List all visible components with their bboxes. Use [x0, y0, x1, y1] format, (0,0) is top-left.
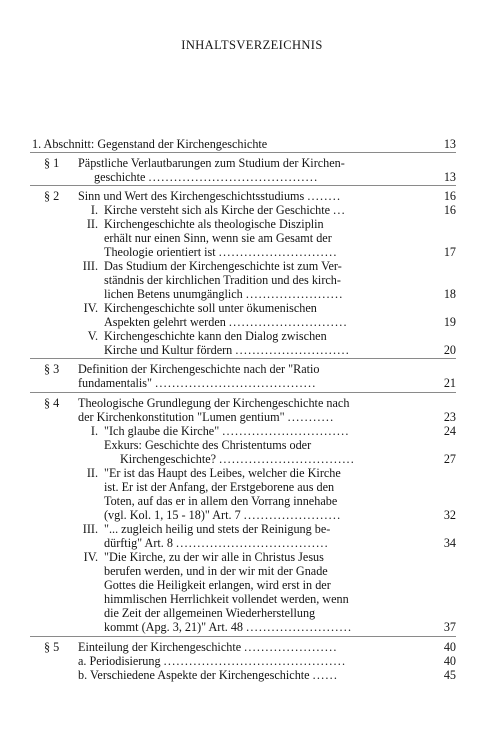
page-number: 24 [443, 424, 456, 438]
roman-numeral: IV. [83, 550, 98, 564]
toc-entry-excursus: Exkurs: Geschichte des Christentums oder [104, 438, 312, 452]
divider [30, 152, 456, 153]
dot-leader: ......................... [246, 620, 353, 634]
dot-leader: ...................... [244, 640, 338, 654]
toc-entry-subsection: Kirchengeschichte als theologische Disziplin [104, 217, 324, 231]
section-number: § 5 [44, 640, 60, 654]
toc-entry-continuation: kommt (Apg. 3, 21)" Art. 48 ......................... [104, 620, 353, 634]
toc-entry-continuation: erhält nur einen Sinn, wenn sie am Gesamt der [104, 231, 332, 245]
page-number: 18 [443, 287, 456, 301]
toc-entry-continuation: berufen werden, und in der wir mit der Gnade [104, 564, 328, 578]
divider [30, 392, 456, 393]
toc-entry-continuation: Kirchengeschichte? ................................ [120, 452, 356, 466]
dot-leader: ....................... [245, 287, 344, 301]
roman-numeral: I. [90, 424, 98, 438]
page-number: 17 [443, 245, 456, 259]
dot-leader: ................................ [219, 452, 356, 466]
divider [30, 636, 456, 637]
dot-leader: .............................. [222, 424, 350, 438]
dot-leader: ...................................... [155, 376, 317, 390]
page-number: 13 [443, 137, 456, 151]
toc-entry-subsection: "Die Kirche, zu der wir alle in Christus Jesus [104, 550, 324, 564]
toc-entry-section-1: Päpstliche Verlautbarungen zum Studium der Kirchen- [78, 156, 345, 170]
roman-numeral: III. [82, 522, 98, 536]
toc-entry-subsection: Kirche versteht sich als Kirche der Geschichte ... [104, 203, 346, 217]
toc-entry-continuation: geschichte ........................................ [94, 170, 319, 184]
page-number: 34 [443, 536, 456, 550]
roman-numeral: III. [82, 259, 98, 273]
page-number: 27 [443, 452, 456, 466]
section-number: § 4 [44, 396, 60, 410]
divider [30, 185, 456, 186]
toc-entry-section-3: Definition der Kirchengeschichte nach der "Ratio [78, 362, 320, 376]
toc-entry-continuation: Theologie orientiert ist ............................ [104, 245, 338, 259]
dot-leader: ...... [312, 668, 339, 682]
toc-entry-subsection: "Er ist das Haupt des Leibes, welcher die Kirche [104, 466, 341, 480]
dot-leader: ........... [287, 410, 335, 424]
toc-entry-continuation: (vgl. Kol. 1, 15 - 18)" Art. 7 ....................... [104, 508, 342, 522]
toc-entry-continuation: Aspekten gelehrt werden ............................ [104, 315, 348, 329]
section-number: § 1 [44, 156, 60, 170]
roman-numeral: V. [87, 329, 98, 343]
toc-entry-section-4: Theologische Grundlegung der Kirchengeschichte nach [78, 396, 350, 410]
dot-leader: ........................... [235, 343, 350, 357]
dot-leader: ........................................ [148, 170, 319, 184]
section-number: § 2 [44, 189, 60, 203]
section-number: § 3 [44, 362, 60, 376]
page-number: 16 [443, 189, 456, 203]
toc-entry-continuation: dürftig" Art. 8 .................................... [104, 536, 329, 550]
dot-leader: ....................... [243, 508, 342, 522]
toc-entry-continuation: Kirche und Kultur fördern ........................... [104, 343, 350, 357]
toc-entry-continuation: die Zeit der allgemeinen Wiederherstellung [104, 606, 316, 620]
toc-entry-subsection: "... zugleich heilig und stets der Reinigung be- [104, 522, 331, 536]
toc-entry-continuation: Toten, auf das er in allem den Vorrang innehabe [104, 494, 338, 508]
toc-entry-continuation: lichen Betens unumgänglich ....................... [104, 287, 344, 301]
toc-entry-subsection: a. Periodisierung ........................................... [78, 654, 347, 668]
page-number: 19 [443, 315, 456, 329]
dot-leader: ........ [307, 189, 342, 203]
toc-entry-continuation: Gottes die Heiligkeit erlangen, wird erst in der [104, 578, 331, 592]
page-number: 32 [443, 508, 456, 522]
roman-numeral: IV. [83, 301, 98, 315]
page-number: 40 [443, 654, 456, 668]
page-number: 13 [443, 170, 456, 184]
dot-leader: ... [333, 203, 346, 217]
toc-entry-subsection: Kirchengeschichte kann den Dialog zwischen [104, 329, 327, 343]
toc-entry-continuation: der Kirchenkonstitution "Lumen gentium" ........... [78, 410, 335, 424]
toc-entry-subsection: b. Verschiedene Aspekte der Kirchengeschichte ...... [78, 668, 339, 682]
toc-entry-section-2: Sinn und Wert des Kirchengeschichtsstudiums ........ [78, 189, 342, 203]
toc-entry-continuation: ist. Er ist der Anfang, der Erstgeborene aus den [104, 480, 335, 494]
roman-numeral: II. [86, 466, 98, 480]
page-number: 20 [443, 343, 456, 357]
page-number: 45 [443, 668, 456, 682]
page-number: 40 [443, 640, 456, 654]
dot-leader: ............................ [218, 245, 338, 259]
divider [30, 358, 456, 359]
page-number: 21 [443, 376, 456, 390]
page-number: 16 [443, 203, 456, 217]
page-title: INHALTSVERZEICHNIS [181, 38, 323, 52]
toc-entry-continuation: himmlischen Herrlichkeit vollendet werden, wenn [104, 592, 349, 606]
toc-entry-subsection: Kirchengeschichte soll unter ökumenischen [104, 301, 317, 315]
roman-numeral: I. [90, 203, 98, 217]
toc-entry-abschnitt-1: 1. Abschnitt: Gegenstand der Kirchengeschichte [32, 137, 268, 151]
dot-leader: .................................... [176, 536, 329, 550]
toc-entry-subsection: "Ich glaube die Kirche" .............................. [104, 424, 350, 438]
dot-leader: ............................ [228, 315, 348, 329]
roman-numeral: II. [86, 217, 98, 231]
toc-entry-continuation: ständnis der kirchlichen Tradition und des kirch- [104, 273, 341, 287]
toc-entry-subsection: Das Studium der Kirchengeschichte ist zum Ver- [104, 259, 342, 273]
page-number: 37 [443, 620, 456, 634]
toc-entry-continuation: fundamentalis" ...................................... [78, 376, 317, 390]
page-number: 23 [443, 410, 456, 424]
toc-entry-section-5: Einteilung der Kirchengeschichte ...................... [78, 640, 338, 654]
dot-leader: ........................................... [163, 654, 347, 668]
